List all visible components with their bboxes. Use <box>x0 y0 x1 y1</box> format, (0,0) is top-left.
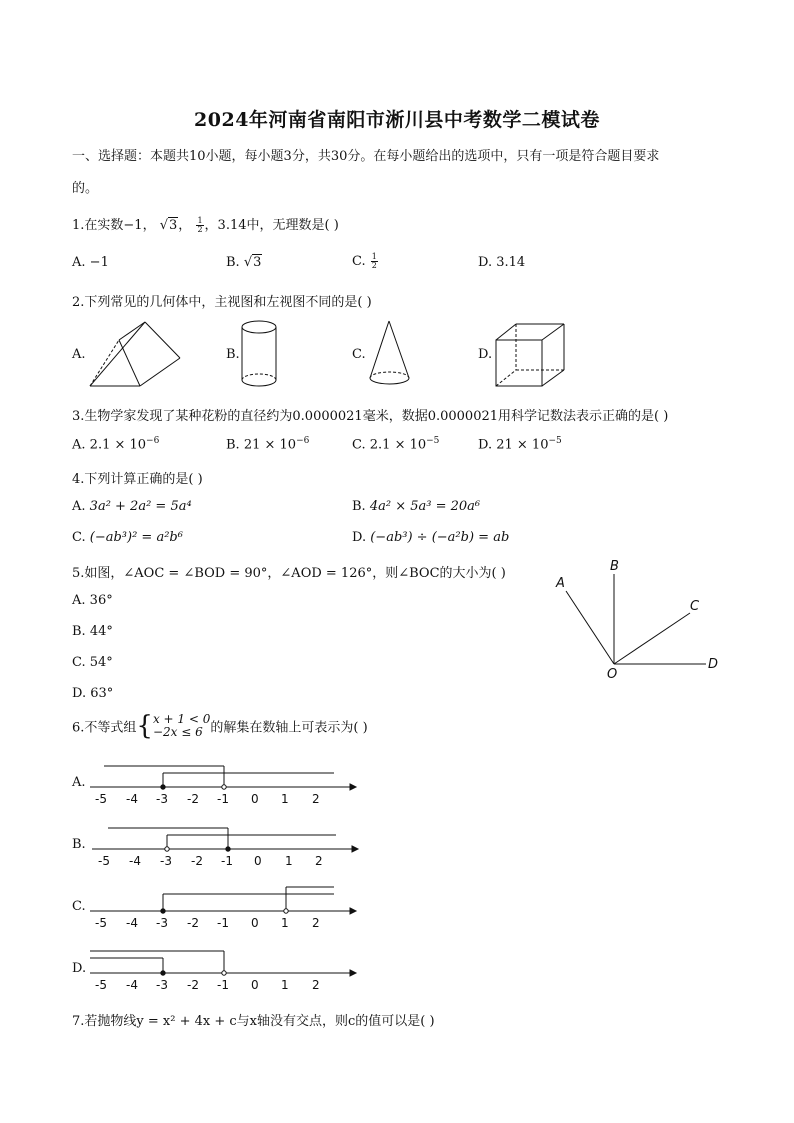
q3-opt-d-exp: −5 <box>548 436 562 446</box>
question-5: 5.如图，∠AOC = ∠BOD = 90°，∠AOD = 126°，则∠BOC的大小为( ) <box>72 566 506 581</box>
q1-opt-b-radicand: 3 <box>253 255 262 270</box>
q4-opt-c-label: C. <box>72 530 86 545</box>
q1-option-b[interactable] <box>226 255 262 270</box>
question-3: 3.生物学家发现了某种花粉的直径约为0.0000021毫米，数据0.0000021用科学记数法表示正确的是( ) <box>72 409 669 424</box>
ray-oa <box>566 591 614 664</box>
tick-a-7: 2 <box>312 792 320 806</box>
q1-opt-c-den: 2 <box>371 261 377 270</box>
q1-sqrt: √3 <box>159 218 178 233</box>
tick-d-1: -4 <box>126 978 138 992</box>
q1-opt-b-label: B. <box>226 255 240 270</box>
number-line-d-ticks <box>95 978 320 992</box>
question-7: 7.若抛物线y = x² + 4x + c与x轴没有交点，则c的值可以是( ) <box>72 1014 435 1029</box>
q2-opt-d-label[interactable]: D. <box>478 347 493 362</box>
tick-a-2: -3 <box>156 792 168 806</box>
q5-opt-a-value: 36° <box>89 593 113 608</box>
angle-figure <box>548 556 728 684</box>
tick-a-4: -1 <box>217 792 229 806</box>
q5-opt-c-label: C. <box>72 655 86 670</box>
tick-d-3: -2 <box>187 978 199 992</box>
number-line-c <box>86 884 358 934</box>
q3-opt-d-label: D. <box>478 437 493 453</box>
number-line-b-ticks <box>98 854 323 868</box>
q6-ineq1: x + 1 < 0 <box>152 712 211 726</box>
q5-option-a[interactable] <box>72 593 113 608</box>
q6-ineq2: −2x ≤ 6 <box>152 725 203 739</box>
tick-c-4: -1 <box>217 916 229 930</box>
q6-opt-c-label[interactable]: C. <box>72 899 86 914</box>
tick-c-7: 2 <box>312 916 320 930</box>
label-c: C <box>690 599 700 614</box>
q4-opt-d-expr: (−ab³) ÷ (−a²b) = ab <box>370 530 510 545</box>
q3-opt-a-exp: −6 <box>146 436 160 446</box>
tick-b-7: 2 <box>315 854 323 868</box>
q1-opt-a-value: −1 <box>89 255 109 270</box>
tick-b-0: -5 <box>98 854 110 868</box>
q1-opt-c-frac <box>371 253 378 270</box>
q1-option-a[interactable] <box>72 255 109 270</box>
q1-prefix: 1.在实数 <box>72 218 124 233</box>
tick-c-3: -2 <box>187 916 199 930</box>
number-line-b <box>88 822 360 872</box>
number-line-a <box>86 760 358 810</box>
q5-opt-b-value: 44° <box>89 624 113 639</box>
q3-opt-d-base: 21 × 10 <box>496 437 549 453</box>
q1-fraction <box>196 217 203 234</box>
q1-comma: ， <box>178 218 192 233</box>
tick-d-4: -1 <box>217 978 229 992</box>
q3-opt-b-exp: −6 <box>296 436 310 446</box>
page-title: 2024年河南省南阳市淅川县中考数学二模试卷 <box>194 109 600 131</box>
q4-opt-b-expr: 4a² × 5a³ = 20a⁶ <box>369 499 481 514</box>
q5-opt-c-value: 54° <box>89 655 113 670</box>
q6-opt-d-label[interactable]: D. <box>72 961 87 976</box>
q1-opt-c-label: C. <box>352 254 366 269</box>
label-d: D <box>708 657 719 672</box>
tick-b-5: 0 <box>254 854 262 868</box>
q4-opt-a-expr: 3a² + 2a² = 5a⁴ <box>89 499 192 514</box>
section-heading-line2: 的。 <box>72 181 99 196</box>
q3-opt-a-label: A. <box>72 437 86 453</box>
q1-frac-num: 1 <box>197 216 203 225</box>
q4-option-a[interactable] <box>72 499 192 514</box>
question-6 <box>72 713 368 739</box>
tick-b-2: -3 <box>160 854 172 868</box>
tick-c-5: 0 <box>251 916 259 930</box>
q6-inequality-system <box>153 713 210 739</box>
question-2: 2.下列常见的几何体中，主视图和左视图不同的是( ) <box>72 295 372 310</box>
cone-figure <box>365 318 415 390</box>
q4-opt-b-label: B. <box>352 499 366 514</box>
tick-c-6: 1 <box>281 916 289 930</box>
q1-tail: ，3.14中，无理数是( ) <box>204 218 339 233</box>
q1-option-c[interactable] <box>352 253 379 270</box>
q1-opt-d-label: D. <box>478 255 493 270</box>
tick-d-7: 2 <box>312 978 320 992</box>
q4-opt-d-label: D. <box>352 530 367 545</box>
q3-option-a[interactable] <box>72 436 159 452</box>
q6-suffix: 的解集在数轴上可表示为( ) <box>210 720 368 736</box>
q3-opt-a-base: 2.1 × 10 <box>89 437 147 453</box>
question-4: 4.下列计算正确的是( ) <box>72 472 203 487</box>
q6-opt-a-label[interactable]: A. <box>72 775 86 790</box>
q5-option-b[interactable] <box>72 624 113 639</box>
q3-option-d[interactable] <box>478 436 562 452</box>
tick-d-0: -5 <box>95 978 107 992</box>
q3-opt-c-label: C. <box>352 437 366 453</box>
number-line-a-ticks <box>95 792 320 806</box>
q4-opt-a-label: A. <box>72 499 86 514</box>
tick-d-2: -3 <box>156 978 168 992</box>
q5-opt-b-label: B. <box>72 624 86 639</box>
tick-c-1: -4 <box>126 916 138 930</box>
number-line-c-ticks <box>95 916 320 930</box>
q1-opt-a-label: A. <box>72 255 86 270</box>
number-line-d <box>86 946 358 996</box>
tick-d-6: 1 <box>281 978 289 992</box>
q1-opt-b-sqrt: √3 <box>243 255 262 270</box>
q2-opt-a-label[interactable]: A. <box>72 347 86 362</box>
q1-neg1: −1， <box>123 218 156 233</box>
cube-figure <box>492 320 572 390</box>
tick-a-1: -4 <box>126 792 138 806</box>
ray-oc <box>614 613 690 664</box>
tick-c-2: -3 <box>156 916 168 930</box>
q3-option-b[interactable] <box>226 436 309 452</box>
tick-d-5: 0 <box>251 978 259 992</box>
q5-opt-a-label: A. <box>72 593 86 608</box>
q2-opt-c-label[interactable]: C. <box>352 347 366 362</box>
tick-a-0: -5 <box>95 792 107 806</box>
tick-b-3: -2 <box>191 854 203 868</box>
q5-opt-d-value: 63° <box>90 686 114 701</box>
q1-frac-den: 2 <box>197 225 203 234</box>
q4-option-c[interactable] <box>72 530 183 545</box>
tick-b-4: -1 <box>221 854 233 868</box>
q5-option-c[interactable] <box>72 655 113 670</box>
q1-option-d[interactable] <box>478 255 525 270</box>
tick-a-5: 0 <box>251 792 259 806</box>
section-heading-line1: 一、选择题：本题共10小题，每小题3分，共30分。在每小题给出的选项中，只有一项是符合题目要求 <box>72 149 660 164</box>
label-a: A <box>556 576 565 591</box>
triangular-prism-figure <box>85 318 185 390</box>
q3-opt-c-base: 2.1 × 10 <box>369 437 427 453</box>
q5-option-d[interactable] <box>72 686 113 701</box>
q3-opt-c-exp: −5 <box>426 436 440 446</box>
q3-option-c[interactable] <box>352 436 439 452</box>
cylinder-figure <box>238 318 280 390</box>
q4-opt-c-expr: (−ab³)² = a²b⁶ <box>89 530 183 545</box>
tick-a-3: -2 <box>187 792 199 806</box>
q6-prefix: 6.不等式组 <box>72 720 137 736</box>
q3-opt-b-base: 21 × 10 <box>243 437 297 453</box>
q3-opt-b-label: B. <box>226 437 240 453</box>
q5-opt-d-label: D. <box>72 686 87 701</box>
tick-c-0: -5 <box>95 916 107 930</box>
q1-opt-c-num: 1 <box>371 252 377 261</box>
question-1 <box>72 214 339 234</box>
tick-b-6: 1 <box>285 854 293 868</box>
q6-brace: { <box>136 711 153 741</box>
q2-opt-b-label[interactable]: B. <box>226 347 240 362</box>
label-o: O <box>607 667 618 682</box>
q6-opt-b-label[interactable]: B. <box>72 837 86 852</box>
label-b: B <box>610 559 619 574</box>
q1-opt-d-value: 3.14 <box>496 255 526 270</box>
q4-option-b[interactable] <box>352 499 480 514</box>
tick-a-6: 1 <box>281 792 289 806</box>
q1-sqrt-radicand: 3 <box>169 218 178 233</box>
q4-option-d[interactable] <box>352 530 509 545</box>
tick-b-1: -4 <box>129 854 141 868</box>
